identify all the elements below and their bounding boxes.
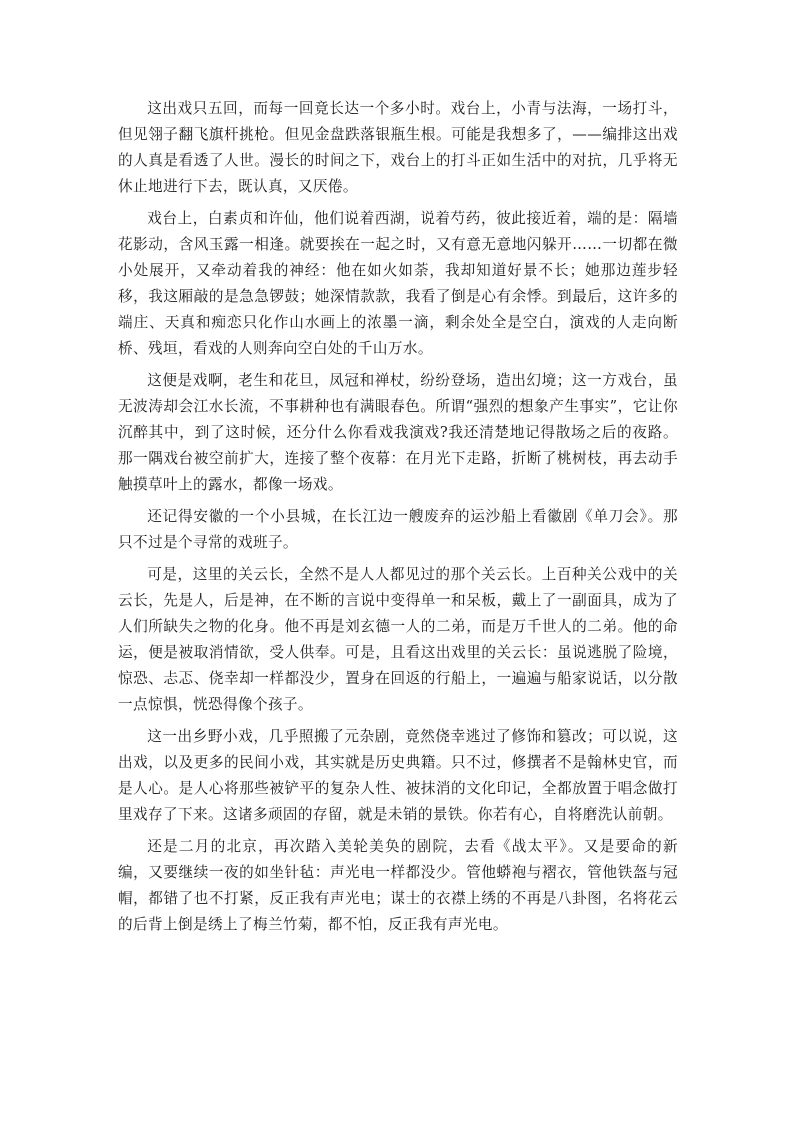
paragraph-3: 这便是戏啊，老生和花旦，凤冠和禅杖，纷纷登场，造出幻境；这一方戏台，虽无波涛却会江水长流，不事耕种也有满眼春色。所谓“强烈的想象产生事实”，它让你沉醉其中，到了这时候，还分什么你看戏我演戏?我还清楚地记得散场之后的夜路。那一隅戏台被空前扩大，连接了整个夜幕：在月光下走路，折断了桃树枝，再去动手触摸草叶上的露水，都像一场戏。	[118, 372, 678, 493]
paragraph-2: 戏台上，白素贞和许仙，他们说着西湖，说着芍药，彼此接近着，端的是：隔墙花影动，含风玉露一相逢。就要挨在一起之时，又有意无意地闪躲开……一切都在微小处展开，又牵动着我的神经：他在如火如荼，我却知道好景不长；她那边莲步轻移，我这厢敲的是急急锣鼓；她深情款款，我看了倒是心有余悸。到最后，这许多的端庄、天真和痴恋只化作山水画上的浓墨一滴，剩余处全是空白，演戏的人走向断桥、残垣，看戏的人则奔向空白处的千山万水。	[118, 210, 678, 357]
paragraph-6: 这一出乡野小戏，几乎照搬了元杂剧，竟然侥幸逃过了修饰和篡改；可以说，这出戏，以及更多的民间小戏，其实就是历史典籍。只不过，修撰者不是翰林史官，而是人心。是人心将那些被铲平的复杂人性、被抹消的文化印记，全都放置于唱念做打里戏存了下来。这诸多顽固的存留，就是未销的景铁。你若有心，自将磨洗认前朝。	[118, 728, 678, 823]
paragraph-4: 还记得安徽的一个小县城，在长江边一艘废弃的运沙船上看徽剧《单刀会》。那只不过是个寻常的戏班子。	[118, 508, 678, 551]
document-body	[118, 96, 678, 944]
paragraph-5: 可是，这里的关云长，全然不是人人都见过的那个关云长。上百种关公戏中的关云长，先是人，后是神，在不断的言说中变得单一和呆板，戴上了一副面具，成为了人们所缺失之物的化身。他不再是刘玄德一人的二弟，而是万千世人的二弟。他的命运，便是被取消情欲，受人供奉。可是，且看这出戏里的关云长：虽说逃脱了险境，惊恐、忐忑、侥幸却一样都没少，置身在回返的行船上，一遍遍与船家说话，以分散一点惊惧，恍恐得像个孩子。	[118, 566, 678, 713]
paragraph-7: 还是二月的北京，再次踏入美轮美奂的剧院，去看《战太平》。又是要命的新编，又要继续一夜的如坐针毡：声光电一样都没少。管他蟒袍与褶衣，管他铁盔与冠帽，都错了也不打紧，反正我有声光电；谋士的衣襟上绣的不再是八卦图，名将花云的后背上倒是绣上了梅兰竹菊，都不怕，反正我有声光电。	[118, 838, 678, 933]
paragraph-1: 这出戏只五回，而每一回竟长达一个多小时。戏台上，小青与法海，一场打斗，但见翎子翻飞旗杆挑枪。但见金盘跌落银瓶生根。可能是我想多了，——编排这出戏的人真是看透了人世。漫长的时间之下，戏台上的打斗正如生活中的对抗，几乎将无休止地进行下去，既认真，又厌倦。	[118, 100, 678, 195]
